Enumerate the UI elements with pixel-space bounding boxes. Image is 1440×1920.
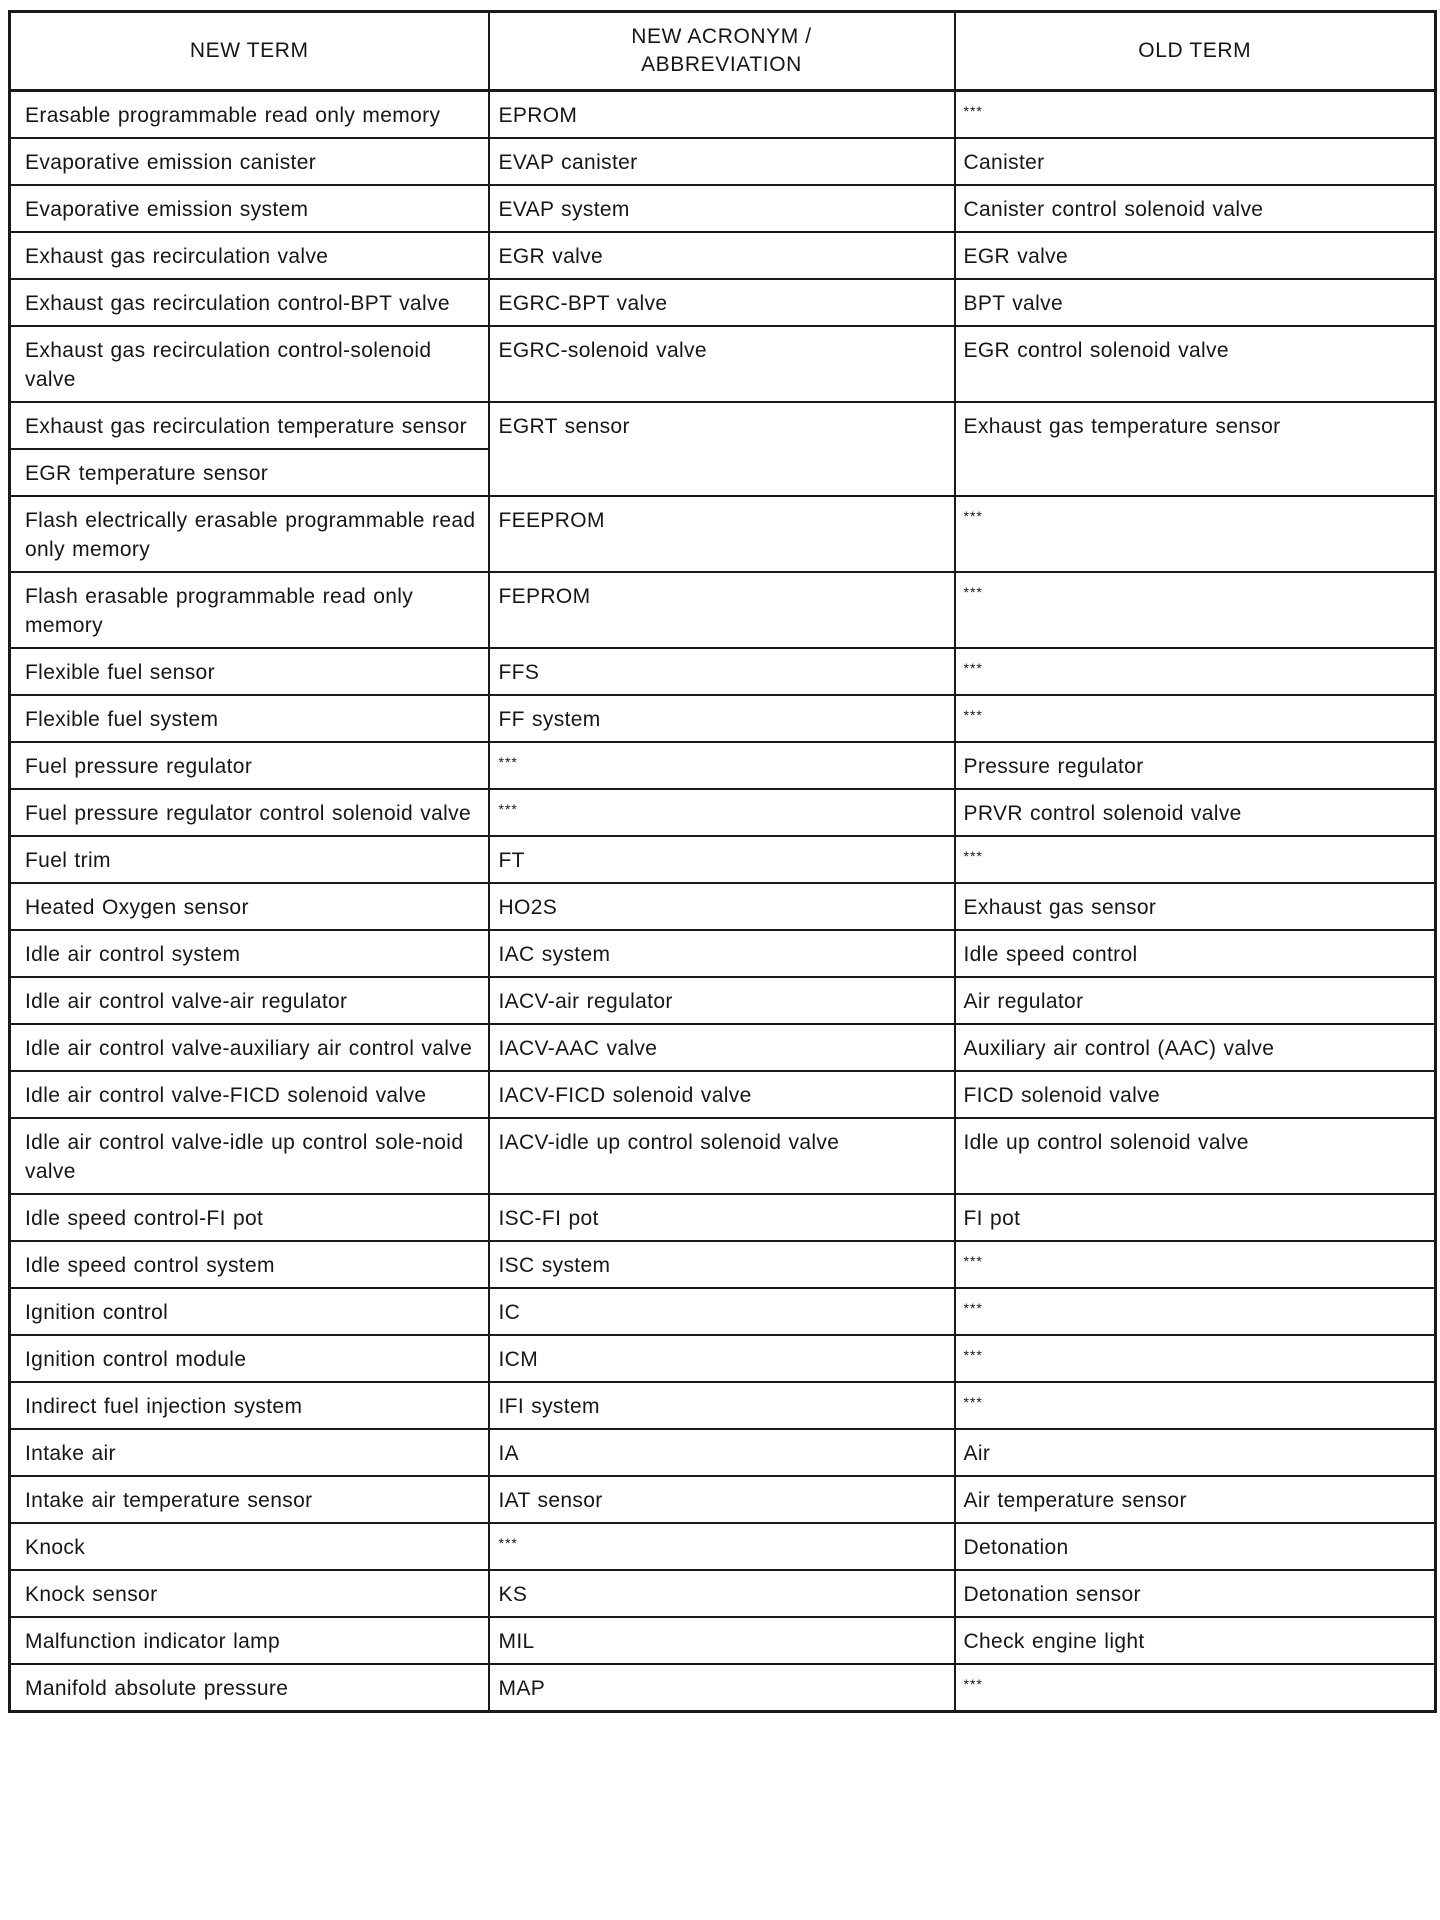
new-term-cell: Idle air control valve-auxiliary air control valve (10, 1024, 489, 1071)
old-term-cell: *** (955, 1382, 1436, 1429)
old-term-cell: Pressure regulator (955, 742, 1436, 789)
new-term-cell: Fuel trim (10, 836, 489, 883)
table-row (10, 496, 1436, 572)
new-term-cell: Idle speed control-FI pot (10, 1194, 489, 1241)
old-term-cell: *** (955, 496, 1436, 572)
new-term-cell: Exhaust gas recirculation control-solenoid valve (10, 326, 489, 402)
old-term-cell: *** (955, 1664, 1436, 1712)
table-row (10, 742, 1436, 789)
table-row (10, 789, 1436, 836)
acronym-cell: EGRT sensor (489, 402, 955, 496)
acronym-cell: FFS (489, 648, 955, 695)
acronym-cell: IACV-FICD solenoid valve (489, 1071, 955, 1118)
old-term-cell: FI pot (955, 1194, 1436, 1241)
acronym-cell: EGRC-BPT valve (489, 279, 955, 326)
acronym-cell: IA (489, 1429, 955, 1476)
table-row (10, 185, 1436, 232)
table-row (10, 326, 1436, 402)
table-row (10, 836, 1436, 883)
new-term-cell: Exhaust gas recirculation temperature sensor (10, 402, 489, 449)
new-term-cell: Ignition control module (10, 1335, 489, 1382)
table-row (10, 1476, 1436, 1523)
table-row (10, 1664, 1436, 1712)
acronym-cell: IACV-air regulator (489, 977, 955, 1024)
acronym-cell: *** (489, 742, 955, 789)
new-term-cell: EGR temperature sensor (10, 449, 489, 496)
terminology-table (8, 10, 1437, 1713)
header-new-term: NEW TERM (10, 12, 489, 91)
old-term-cell: Air (955, 1429, 1436, 1476)
acronym-cell: IC (489, 1288, 955, 1335)
table-row (10, 1335, 1436, 1382)
old-term-cell: Idle up control solenoid valve (955, 1118, 1436, 1194)
acronym-cell: FF system (489, 695, 955, 742)
new-term-cell: Exhaust gas recirculation valve (10, 232, 489, 279)
table-row (10, 1024, 1436, 1071)
table-row (10, 977, 1436, 1024)
new-term-cell: Idle air control valve-air regulator (10, 977, 489, 1024)
old-term-cell: *** (955, 648, 1436, 695)
new-term-cell: Idle air control valve-FICD solenoid valve (10, 1071, 489, 1118)
old-term-cell: Detonation sensor (955, 1570, 1436, 1617)
header-old-term: OLD TERM (955, 12, 1436, 91)
acronym-cell: IACV-idle up control solenoid valve (489, 1118, 955, 1194)
table-row (10, 572, 1436, 648)
table-row (10, 402, 1436, 449)
old-term-cell: Exhaust gas sensor (955, 883, 1436, 930)
table-row (10, 1071, 1436, 1118)
table-row (10, 1429, 1436, 1476)
table-row (10, 930, 1436, 977)
header-new-acronym: NEW ACRONYM / ABBREVIATION (489, 12, 955, 91)
acronym-cell: KS (489, 1570, 955, 1617)
acronym-cell: IACV-AAC valve (489, 1024, 955, 1071)
old-term-cell: EGR control solenoid valve (955, 326, 1436, 402)
new-term-cell: Fuel pressure regulator (10, 742, 489, 789)
table-row (10, 91, 1436, 139)
acronym-cell: IFI system (489, 1382, 955, 1429)
new-term-cell: Idle air control system (10, 930, 489, 977)
new-term-cell: Evaporative emission canister (10, 138, 489, 185)
acronym-cell: HO2S (489, 883, 955, 930)
old-term-cell: BPT valve (955, 279, 1436, 326)
new-term-cell: Intake air temperature sensor (10, 1476, 489, 1523)
new-term-cell: Malfunction indicator lamp (10, 1617, 489, 1664)
old-term-cell: *** (955, 1335, 1436, 1382)
table-row (10, 1617, 1436, 1664)
acronym-cell: EVAP system (489, 185, 955, 232)
table-row (10, 1570, 1436, 1617)
old-term-cell: PRVR control solenoid valve (955, 789, 1436, 836)
acronym-cell: *** (489, 1523, 955, 1570)
old-term-cell: Canister control solenoid valve (955, 185, 1436, 232)
old-term-cell: FICD solenoid valve (955, 1071, 1436, 1118)
header-row (10, 12, 1436, 91)
old-term-cell: *** (955, 1288, 1436, 1335)
acronym-cell: ICM (489, 1335, 955, 1382)
table-row (10, 1241, 1436, 1288)
new-term-cell: Flexible fuel system (10, 695, 489, 742)
old-term-cell: Canister (955, 138, 1436, 185)
old-term-cell: Air temperature sensor (955, 1476, 1436, 1523)
table-row (10, 648, 1436, 695)
new-term-cell: Flexible fuel sensor (10, 648, 489, 695)
table-row (10, 883, 1436, 930)
new-term-cell: Flash electrically erasable programmable read only memory (10, 496, 489, 572)
old-term-cell: *** (955, 91, 1436, 139)
table-row (10, 1382, 1436, 1429)
new-term-cell: Evaporative emission system (10, 185, 489, 232)
acronym-cell: ISC system (489, 1241, 955, 1288)
old-term-cell: Idle speed control (955, 930, 1436, 977)
acronym-cell: MAP (489, 1664, 955, 1712)
acronym-cell: IAT sensor (489, 1476, 955, 1523)
new-term-cell: Knock sensor (10, 1570, 489, 1617)
acronym-cell: FEEPROM (489, 496, 955, 572)
table-row (10, 1194, 1436, 1241)
new-term-cell: Knock (10, 1523, 489, 1570)
acronym-cell: FT (489, 836, 955, 883)
acronym-cell: EPROM (489, 91, 955, 139)
new-term-cell: Manifold absolute pressure (10, 1664, 489, 1712)
new-term-cell: Flash erasable programmable read only memory (10, 572, 489, 648)
acronym-cell: EGR valve (489, 232, 955, 279)
old-term-cell: Auxiliary air control (AAC) valve (955, 1024, 1436, 1071)
table-row (10, 1288, 1436, 1335)
old-term-cell: EGR valve (955, 232, 1436, 279)
old-term-cell: Detonation (955, 1523, 1436, 1570)
new-term-cell: Erasable programmable read only memory (10, 91, 489, 139)
table-row (10, 1118, 1436, 1194)
table-row (10, 138, 1436, 185)
old-term-cell: *** (955, 836, 1436, 883)
table-row (10, 279, 1436, 326)
old-term-cell: Air regulator (955, 977, 1436, 1024)
new-term-cell: Idle air control valve-idle up control sole-noid valve (10, 1118, 489, 1194)
new-term-cell: Ignition control (10, 1288, 489, 1335)
acronym-cell: EVAP canister (489, 138, 955, 185)
acronym-cell: FEPROM (489, 572, 955, 648)
new-term-cell: Fuel pressure regulator control solenoid valve (10, 789, 489, 836)
table-row (10, 232, 1436, 279)
acronym-cell: MIL (489, 1617, 955, 1664)
old-term-cell: *** (955, 695, 1436, 742)
old-term-cell: Check engine light (955, 1617, 1436, 1664)
acronym-cell: EGRC-solenoid valve (489, 326, 955, 402)
old-term-cell: *** (955, 1241, 1436, 1288)
new-term-cell: Heated Oxygen sensor (10, 883, 489, 930)
acronym-cell: ISC-FI pot (489, 1194, 955, 1241)
acronym-cell: IAC system (489, 930, 955, 977)
table-row (10, 1523, 1436, 1570)
old-term-cell: Exhaust gas temperature sensor (955, 402, 1436, 496)
new-term-cell: Intake air (10, 1429, 489, 1476)
old-term-cell: *** (955, 572, 1436, 648)
new-term-cell: Idle speed control system (10, 1241, 489, 1288)
new-term-cell: Indirect fuel injection system (10, 1382, 489, 1429)
new-term-cell: Exhaust gas recirculation control-BPT valve (10, 279, 489, 326)
acronym-cell: *** (489, 789, 955, 836)
table-row (10, 695, 1436, 742)
